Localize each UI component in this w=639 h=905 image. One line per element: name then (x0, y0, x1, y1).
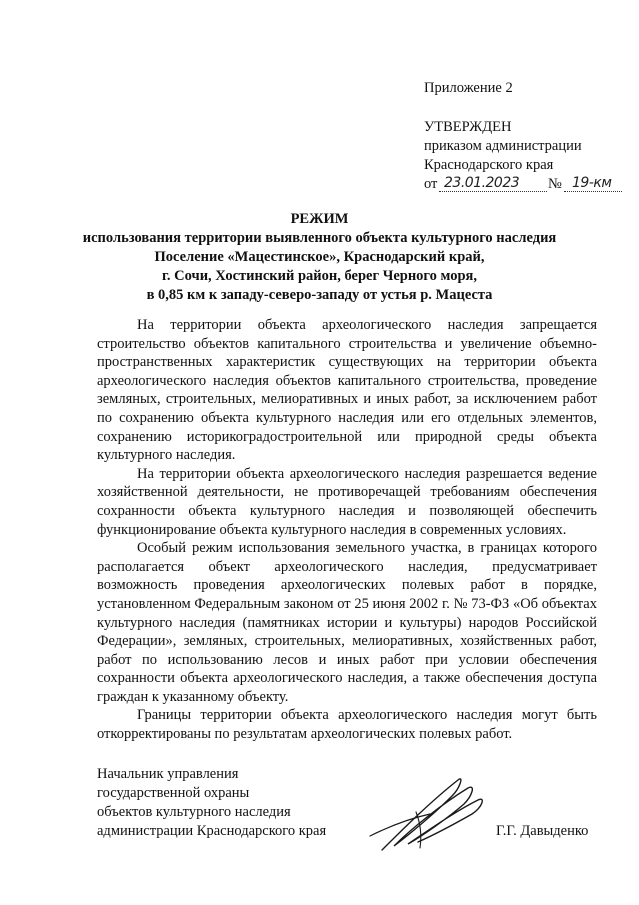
signatory-line-3: объектов культурного наследия (97, 804, 291, 820)
document-body (97, 316, 597, 744)
paragraph-boundaries: Границы территории объекта археологического наследия могут быть откорректированы по результатам археологических полевых работ. (97, 707, 597, 743)
order-line-1: приказом администрации (424, 138, 582, 154)
paragraph-prohibitions: На территории объекта археологического наследия запрещается строительство объектов капитального строительства и увеличение объемно-пространственных характеристик существующих на территории объекта археологического наследия объектов капитального строительства, проведение земляных, строительных, мелиоративных и иных работ, за исключением работ по сохранению объекта культурного наследия или его отдельных элементов, сохранению историкоградостроительной или природной среды объекта культурного наследия. (97, 317, 597, 464)
signatory-line-1: Начальник управления (97, 766, 239, 782)
title-line-3: г. Сочи, Хостинский район, берег Черного моря, (161, 268, 478, 284)
handwritten-signature (360, 762, 500, 862)
order-line-2: Краснодарского края (424, 157, 554, 173)
appendix-label: Приложение 2 (424, 80, 513, 96)
title-line-4: в 0,85 км к западу-северо-западу от устья р. Мацеста (146, 287, 493, 303)
title-heading: РЕЖИМ (290, 211, 349, 227)
approved-label: УТВЕРЖДЕН (424, 119, 512, 135)
signatory-line-2: государственной охраны (97, 785, 250, 801)
signatory-name: Г.Г. Давыденко (496, 823, 589, 839)
date-prefix: от (424, 176, 438, 192)
signatory-line-4: администрации Краснодарского края (97, 823, 327, 839)
title-line-2: Поселение «Мацестинское», Краснодарский край, (154, 249, 485, 265)
date-handwritten: 23.01.2023 (444, 175, 520, 191)
number-handwritten: 19-км (572, 175, 612, 191)
paragraph-special-regime: Особый режим использования земельного участка, в границах которого располагается объект археологического наследия, предусматривает возможность проведения археологических полевых работ в порядке, установленном Федеральным законом от 25 июня 2002 г. № 73-ФЗ «Об объектах культурного наследия (памятниках истории и культуры) народов Российской Федерации», земляных, строительных, мелиоративных, хозяйственных работ, работ по использованию лесов и иных работ при условии обеспечения сохранности объекта археологического наследия, а также обеспечения доступа граждан к указанному объекту. (97, 540, 597, 705)
paragraph-permissions: На территории объекта археологического наследия разрешается ведение хозяйственной деятельности, не противоречащей требованиям обеспечения сохранности объекта культурного наследия и позволяющей обеспечить функционирование объекта культурного наследия в современных условиях. (97, 465, 597, 538)
number-prefix: № (548, 176, 562, 192)
title-line-1: использования территории выявленного объекта культурного наследия (82, 230, 557, 246)
order-date-line (424, 175, 624, 194)
